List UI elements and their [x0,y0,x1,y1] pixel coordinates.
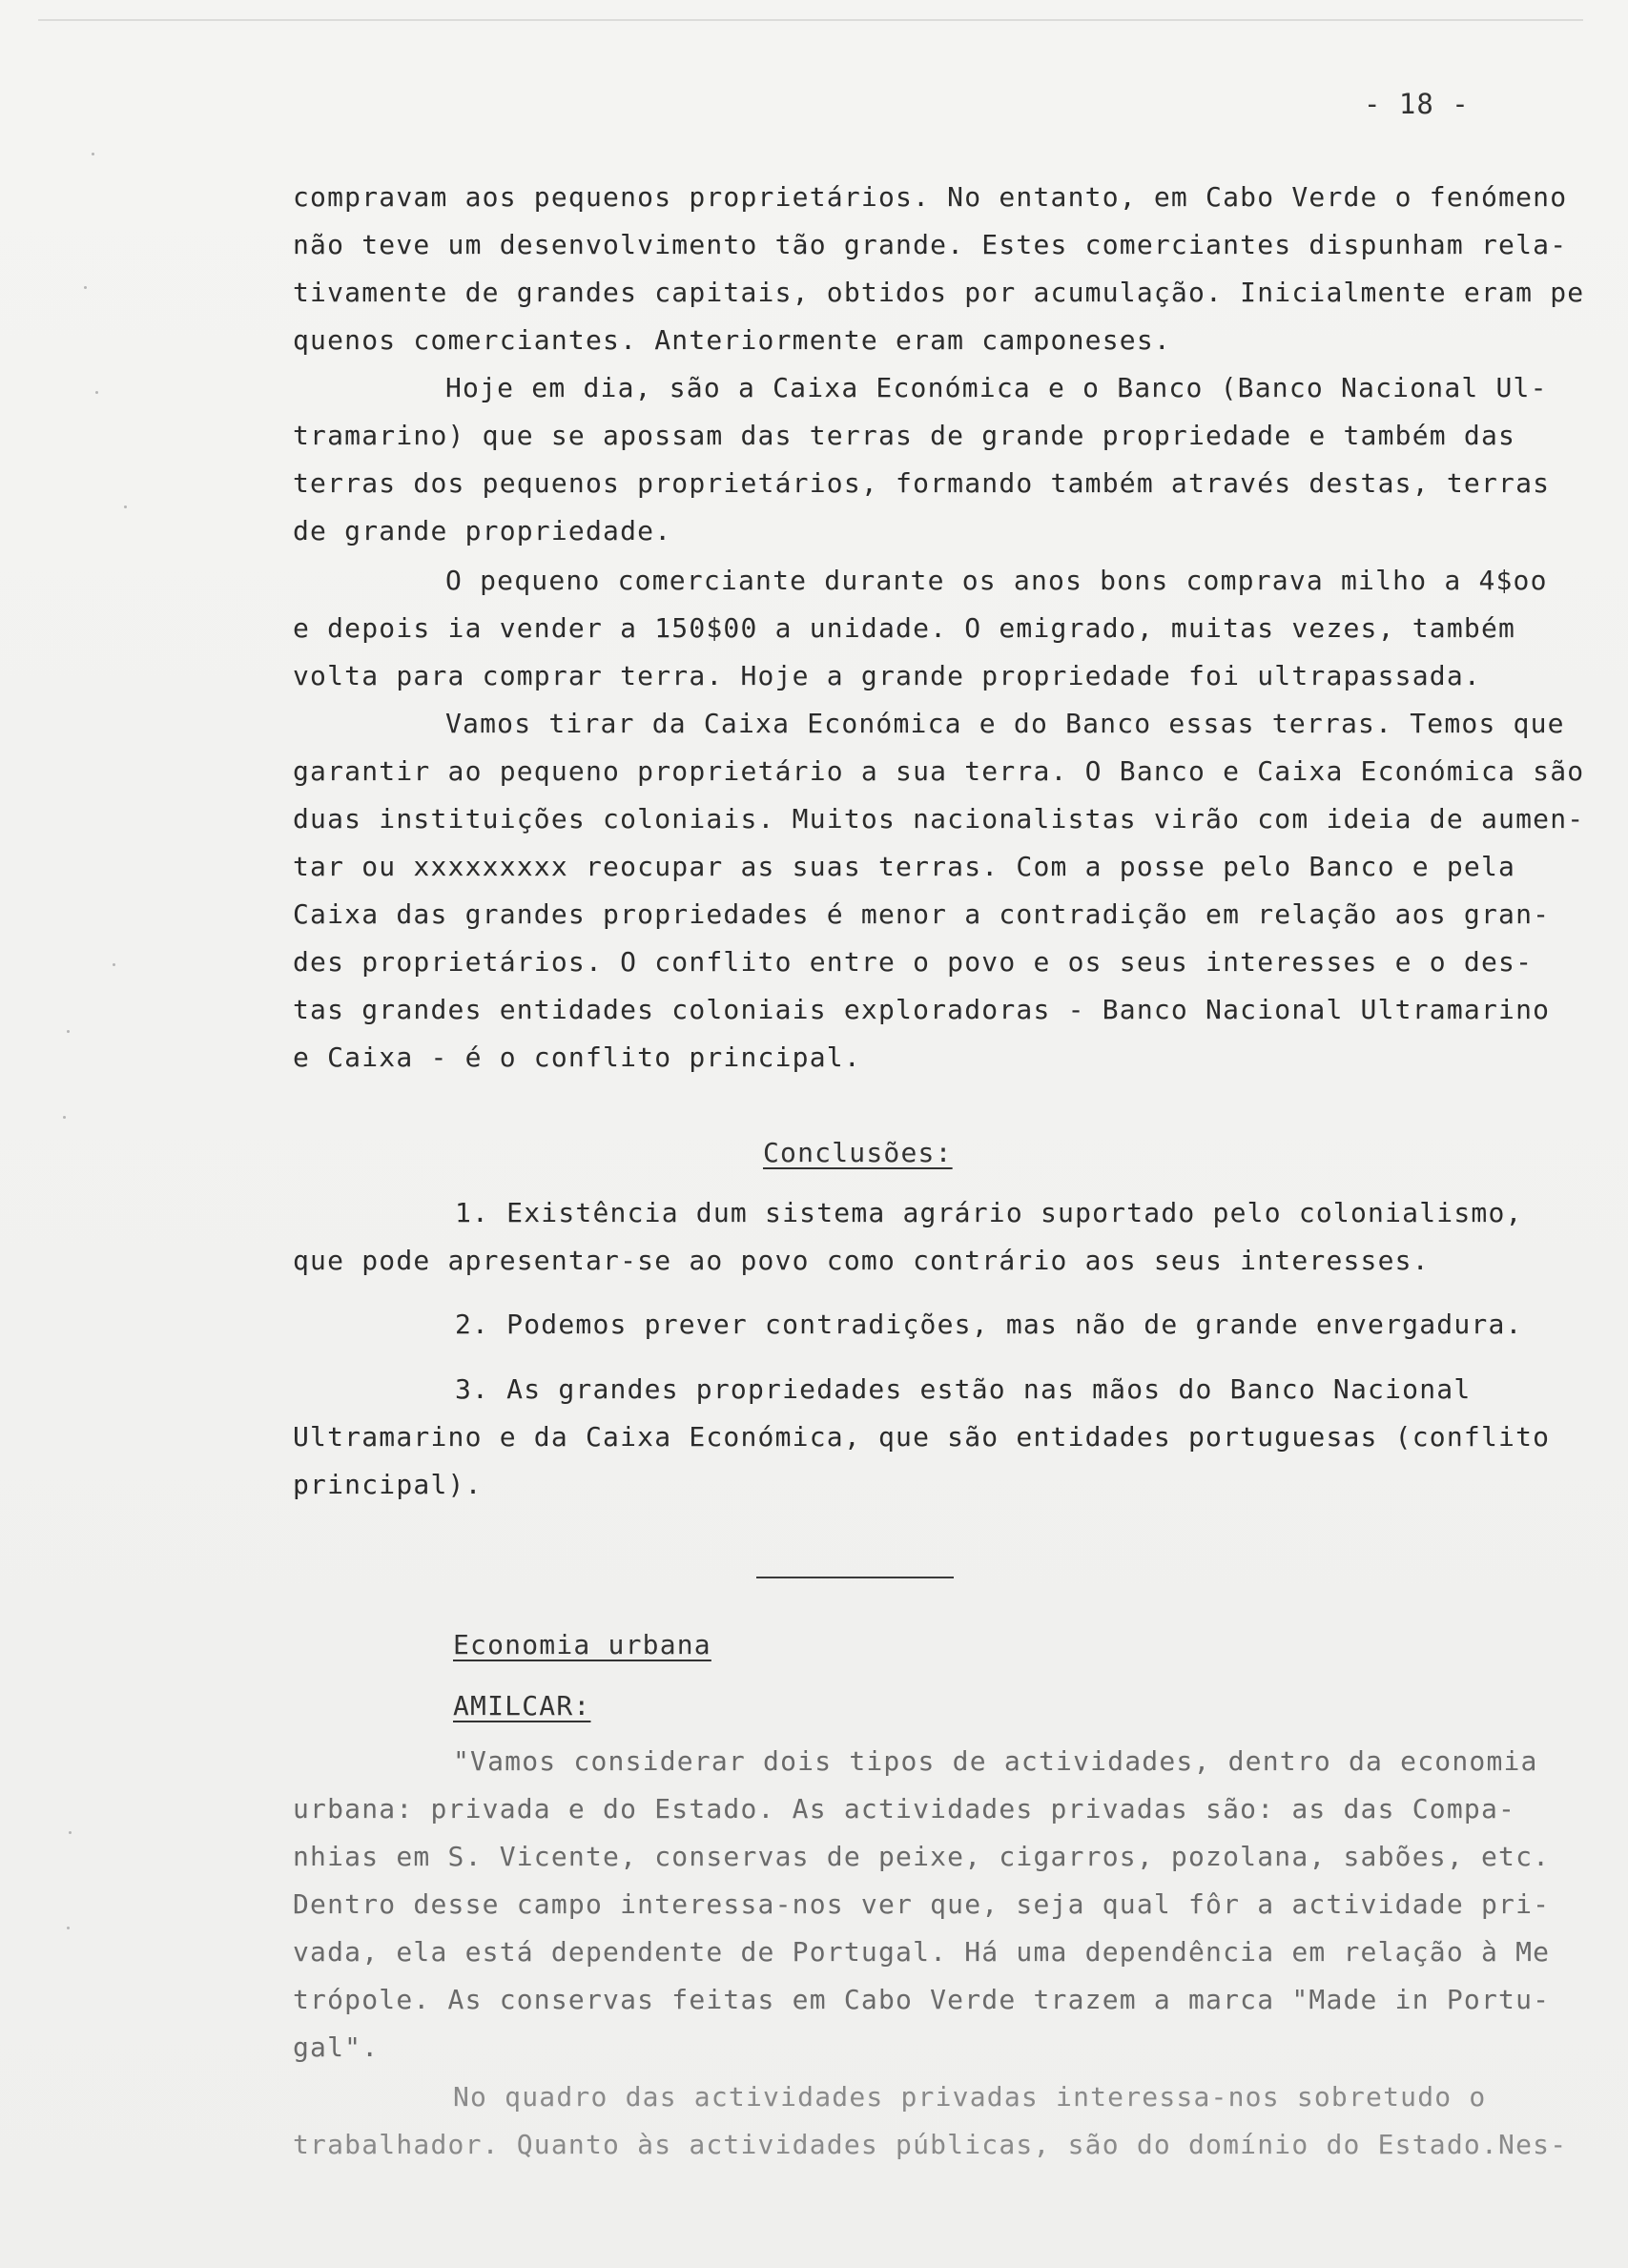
page-top-edge [38,19,1583,21]
scan-speck [113,963,115,966]
scan-speck [63,1116,66,1119]
section-title: Economia urbana [453,1629,711,1660]
conclusion-line: 3. As grandes propriedades estão nas mãos do Banco Nacional [455,1373,1472,1405]
body-line: des proprietários. O conflito entre o povo e os seus interesses e o des- [293,946,1534,978]
conclusions-heading: Conclusões: [763,1137,953,1168]
scan-speck [124,505,127,508]
body-line: tivamente de grandes capitais, obtidos por acumulação. Inicialmente eram pe [293,277,1585,308]
body-line: de grande propriedade. [293,515,672,546]
urban-line: vada, ela está dependente de Portugal. Há uma dependência em relação à Me [293,1936,1551,1968]
conclusion-line: Ultramarino e da Caixa Económica, que são entidades portuguesas (conflito [293,1421,1551,1453]
body-line: terras dos pequenos proprietários, formando também através destas, terras [293,467,1551,499]
body-line: tar ou xxxxxxxxx reocupar as suas terras. Com a posse pelo Banco e pela [293,851,1516,882]
body-line: O pequeno comerciante durante os anos bons comprava milho a 4$oo [445,565,1548,596]
scan-speck [69,1831,72,1834]
body-line: duas instituições coloniais. Muitos nacionalistas virão com ideia de aumen- [293,803,1585,835]
body-line: e Caixa - é o conflito principal. [293,1041,861,1073]
body-line: tas grandes entidades coloniais exploradoras - Banco Nacional Ultramarino [293,994,1551,1025]
urban-line: gal". [293,2031,380,2063]
body-line: não teve um desenvolvimento tão grande. Estes comerciantes dispunham rela- [293,229,1568,260]
urban-line: No quadro das actividades privadas interessa-nos sobretudo o [453,2081,1487,2113]
scan-speck [84,286,87,289]
scan-speck [67,1927,70,1929]
speaker-label: AMILCAR: [453,1690,591,1722]
body-line: tramarino) que se apossam das terras de grande propriedade e também das [293,420,1516,451]
urban-line: "Vamos considerar dois tipos de actividades, dentro da economia [453,1745,1538,1777]
body-line: Caixa das grandes propriedades é menor a contradição em relação aos gran- [293,898,1551,930]
conclusion-line: 1. Existência dum sistema agrário suportado pelo colonialismo, [455,1197,1523,1228]
conclusion-line: que pode apresentar-se ao povo como contrário aos seus interesses. [293,1245,1430,1276]
body-line: Hoje em dia, são a Caixa Económica e o Banco (Banco Nacional Ul- [445,372,1548,403]
page-number: - 18 - [1364,88,1470,120]
body-line: compravam aos pequenos proprietários. No entanto, em Cabo Verde o fenómeno [293,181,1568,213]
urban-line: nhias em S. Vicente, conservas de peixe, cigarros, pozolana, sabões, etc. [293,1841,1551,1872]
urban-line: urbana: privada e do Estado. As actividades privadas são: as das Compa- [293,1793,1516,1825]
urban-line: trópole. As conservas feitas em Cabo Verde trazem a marca "Made in Portu- [293,1984,1551,2015]
section-divider [756,1577,954,1578]
urban-line: trabalhador. Quanto às actividades públicas, são do domínio do Estado.Nes- [293,2129,1568,2160]
conclusion-line: principal). [293,1469,483,1500]
scan-speck [95,391,98,394]
body-line: e depois ia vender a 150$00 a unidade. O emigrado, muitas vezes, também [293,612,1516,644]
urban-line: Dentro desse campo interessa-nos ver que, seja qual fôr a actividade pri- [293,1888,1551,1920]
body-line: quenos comerciantes. Anteriormente eram camponeses. [293,324,1171,356]
scan-speck [67,1030,70,1033]
scan-speck [92,153,94,155]
body-line: Vamos tirar da Caixa Económica e do Banco essas terras. Temos que [445,708,1565,739]
conclusion-line: 2. Podemos prever contradições, mas não de grande envergadura. [455,1309,1523,1340]
body-line: garantir ao pequeno proprietário a sua terra. O Banco e Caixa Económica são [293,755,1585,787]
body-line: volta para comprar terra. Hoje a grande propriedade foi ultrapassada. [293,660,1481,691]
